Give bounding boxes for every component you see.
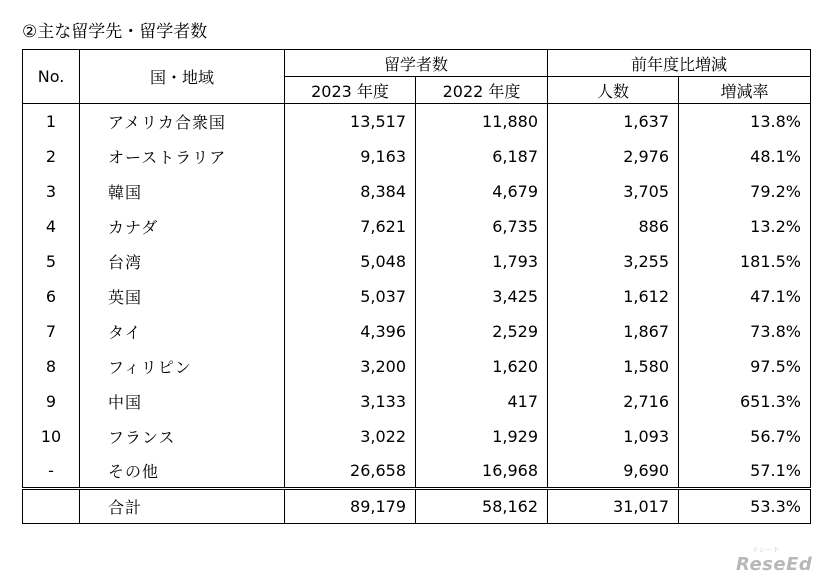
header-rate: 増減率 bbox=[679, 77, 811, 104]
row-count: 2,976 bbox=[548, 139, 679, 174]
row-country: 台湾 bbox=[80, 244, 285, 279]
row-no: 5 bbox=[23, 244, 80, 279]
row-country: 中国 bbox=[80, 384, 285, 419]
row-no: 8 bbox=[23, 349, 80, 384]
table-row bbox=[23, 209, 811, 244]
header-count: 人数 bbox=[548, 77, 679, 104]
row-2022: 11,880 bbox=[416, 104, 548, 139]
row-2023: 5,048 bbox=[285, 244, 416, 279]
row-no: 10 bbox=[23, 419, 80, 454]
total-2023: 89,179 bbox=[285, 489, 416, 524]
row-2023: 8,384 bbox=[285, 174, 416, 209]
table-body bbox=[23, 104, 811, 489]
row-2023: 3,133 bbox=[285, 384, 416, 419]
row-rate: 73.8% bbox=[679, 314, 811, 349]
row-2023: 26,658 bbox=[285, 454, 416, 489]
total-2022: 58,162 bbox=[416, 489, 548, 524]
row-2022: 16,968 bbox=[416, 454, 548, 489]
row-count: 9,690 bbox=[548, 454, 679, 489]
row-country: フランス bbox=[80, 419, 285, 454]
row-rate: 13.2% bbox=[679, 209, 811, 244]
table-row bbox=[23, 454, 811, 489]
row-no: 1 bbox=[23, 104, 80, 139]
row-rate: 47.1% bbox=[679, 279, 811, 314]
table-row bbox=[23, 314, 811, 349]
row-2023: 13,517 bbox=[285, 104, 416, 139]
row-rate: 57.1% bbox=[679, 454, 811, 489]
header-country: 国・地域 bbox=[80, 50, 285, 104]
table-row bbox=[23, 104, 811, 139]
row-count: 1,580 bbox=[548, 349, 679, 384]
row-count: 3,255 bbox=[548, 244, 679, 279]
total-rate: 53.3% bbox=[679, 489, 811, 524]
header-change-group: 前年度比増減 bbox=[548, 50, 811, 77]
row-2022: 417 bbox=[416, 384, 548, 419]
row-2022: 1,620 bbox=[416, 349, 548, 384]
table-row bbox=[23, 279, 811, 314]
row-country: 英国 bbox=[80, 279, 285, 314]
row-2023: 3,022 bbox=[285, 419, 416, 454]
row-no: 3 bbox=[23, 174, 80, 209]
row-2022: 6,187 bbox=[416, 139, 548, 174]
row-count: 1,612 bbox=[548, 279, 679, 314]
row-rate: 79.2% bbox=[679, 174, 811, 209]
row-2023: 4,396 bbox=[285, 314, 416, 349]
total-no bbox=[23, 489, 80, 524]
row-country: その他 bbox=[80, 454, 285, 489]
row-rate: 56.7% bbox=[679, 419, 811, 454]
total-row bbox=[23, 489, 811, 524]
header-students-group: 留学者数 bbox=[285, 50, 548, 77]
table-row bbox=[23, 139, 811, 174]
row-no: - bbox=[23, 454, 80, 489]
row-2022: 2,529 bbox=[416, 314, 548, 349]
row-2023: 7,621 bbox=[285, 209, 416, 244]
study-abroad-table bbox=[22, 49, 811, 524]
reseed-logo: ReseEd bbox=[736, 554, 813, 575]
row-no: 2 bbox=[23, 139, 80, 174]
row-2022: 1,929 bbox=[416, 419, 548, 454]
row-rate: 651.3% bbox=[679, 384, 811, 419]
row-count: 3,705 bbox=[548, 174, 679, 209]
row-country: タイ bbox=[80, 314, 285, 349]
row-no: 7 bbox=[23, 314, 80, 349]
total-count: 31,017 bbox=[548, 489, 679, 524]
table-row bbox=[23, 174, 811, 209]
row-rate: 48.1% bbox=[679, 139, 811, 174]
row-country: 韓国 bbox=[80, 174, 285, 209]
row-2023: 5,037 bbox=[285, 279, 416, 314]
row-rate: 13.8% bbox=[679, 104, 811, 139]
row-2023: 3,200 bbox=[285, 349, 416, 384]
row-count: 1,637 bbox=[548, 104, 679, 139]
row-country: カナダ bbox=[80, 209, 285, 244]
row-country: フィリピン bbox=[80, 349, 285, 384]
total-label: 合計 bbox=[80, 489, 285, 524]
row-count: 886 bbox=[548, 209, 679, 244]
row-2023: 9,163 bbox=[285, 139, 416, 174]
row-2022: 6,735 bbox=[416, 209, 548, 244]
row-2022: 1,793 bbox=[416, 244, 548, 279]
row-count: 2,716 bbox=[548, 384, 679, 419]
row-rate: 181.5% bbox=[679, 244, 811, 279]
row-2022: 3,425 bbox=[416, 279, 548, 314]
row-country: オーストラリア bbox=[80, 139, 285, 174]
header-no: No. bbox=[23, 50, 80, 104]
logo-subtext: リシード bbox=[752, 547, 781, 554]
row-2022: 4,679 bbox=[416, 174, 548, 209]
row-no: 6 bbox=[23, 279, 80, 314]
table-row bbox=[23, 244, 811, 279]
row-count: 1,867 bbox=[548, 314, 679, 349]
row-no: 4 bbox=[23, 209, 80, 244]
table-row bbox=[23, 349, 811, 384]
table-row bbox=[23, 384, 811, 419]
row-count: 1,093 bbox=[548, 419, 679, 454]
table-title: ②主な留学先・留学者数 bbox=[22, 22, 208, 42]
row-country: アメリカ合衆国 bbox=[80, 104, 285, 139]
table-row bbox=[23, 419, 811, 454]
header-2023: 2023 年度 bbox=[285, 77, 416, 104]
header-2022: 2022 年度 bbox=[416, 77, 548, 104]
row-no: 9 bbox=[23, 384, 80, 419]
row-rate: 97.5% bbox=[679, 349, 811, 384]
